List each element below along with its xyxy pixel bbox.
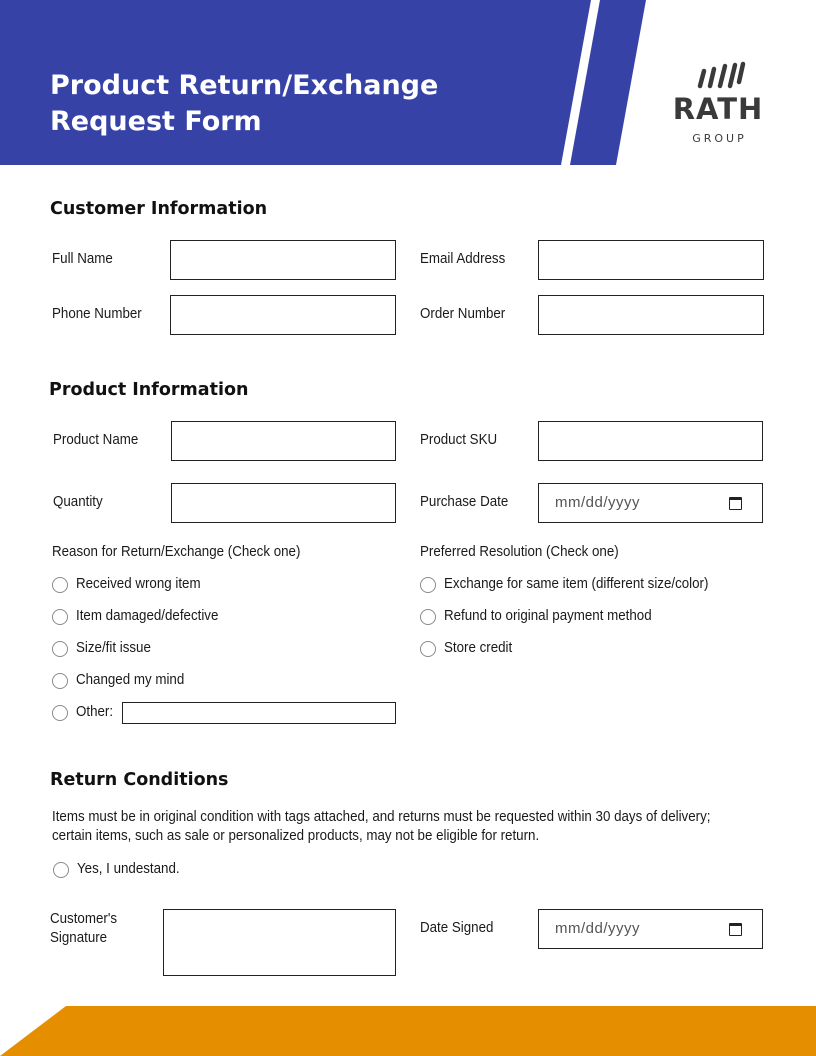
radio-button[interactable]	[52, 705, 68, 721]
signature-label-line2: Signature	[50, 930, 108, 946]
email-label: Email Address	[420, 251, 506, 267]
purchase-date-input[interactable]	[538, 483, 763, 523]
reason-option-label: Size/fit issue	[76, 640, 151, 656]
page-title	[50, 68, 510, 140]
signature-label	[50, 910, 117, 948]
product-name-label: Product Name	[53, 432, 139, 448]
date-signed-input[interactable]	[538, 909, 763, 949]
logo-subtitle: GROUP	[692, 132, 747, 145]
customer-section-title: Customer Information	[50, 199, 268, 219]
resolution-option-label: Store credit	[444, 640, 513, 656]
full-name-label: Full Name	[52, 251, 113, 267]
conditions-text	[52, 808, 770, 846]
product-sku-label: Product SKU	[420, 432, 498, 448]
page-title-line2: Request Form	[50, 106, 262, 137]
product-name-input[interactable]	[171, 421, 396, 461]
radio-button[interactable]	[52, 673, 68, 689]
order-number-input[interactable]	[538, 295, 764, 335]
signature-label-line1: Customer's	[50, 911, 118, 927]
product-sku-input[interactable]	[538, 421, 763, 461]
resolution-title: Preferred Resolution (Check one)	[420, 544, 619, 560]
signature-input[interactable]	[163, 909, 396, 976]
radio-button[interactable]	[420, 609, 436, 625]
product-section-title: Product Information	[49, 380, 249, 400]
calendar-icon[interactable]	[729, 923, 742, 936]
radio-button[interactable]	[420, 577, 436, 593]
phone-label: Phone Number	[52, 306, 142, 322]
conditions-text-line1: Items must be in original condition with tags attached, and returns must be requested within 30 days of delivery;	[52, 809, 711, 825]
radio-button[interactable]	[52, 609, 68, 625]
reason-option-label: Other:	[76, 704, 114, 720]
conditions-section-title: Return Conditions	[50, 770, 229, 790]
reason-title: Reason for Return/Exchange (Check one)	[52, 544, 301, 560]
resolution-option-label: Refund to original payment method	[444, 608, 652, 624]
acknowledge-label: Yes, I undestand.	[77, 861, 180, 877]
page-title-line1: Product Return/Exchange	[50, 70, 439, 101]
logo-wordmark: RATH	[672, 92, 764, 126]
radio-button[interactable]	[420, 641, 436, 657]
conditions-text-line2: certain items, such as sale or personalized products, may not be eligible for return.	[52, 828, 540, 844]
order-number-label: Order Number	[420, 306, 506, 322]
other-reason-input[interactable]	[122, 702, 396, 724]
radio-button[interactable]	[52, 641, 68, 657]
reason-option-label: Changed my mind	[76, 672, 185, 688]
quantity-label: Quantity	[53, 494, 103, 510]
reason-option-label: Received wrong item	[76, 576, 201, 592]
brand-stripes-icon	[668, 58, 768, 92]
resolution-option-label: Exchange for same item (different size/color)	[444, 576, 709, 592]
date-signed-placeholder: mm/dd/yyyy	[555, 920, 641, 937]
calendar-icon[interactable]	[729, 497, 742, 510]
email-input[interactable]	[538, 240, 764, 280]
full-name-input[interactable]	[170, 240, 396, 280]
reason-option-label: Item damaged/defective	[76, 608, 219, 624]
company-logo	[668, 58, 768, 150]
radio-button[interactable]	[52, 577, 68, 593]
radio-button[interactable]	[53, 862, 69, 878]
date-signed-label: Date Signed	[420, 920, 494, 936]
purchase-date-label: Purchase Date	[420, 494, 509, 510]
purchase-date-placeholder: mm/dd/yyyy	[555, 494, 641, 511]
phone-input[interactable]	[170, 295, 396, 335]
quantity-input[interactable]	[171, 483, 396, 523]
footer-banner	[0, 1006, 816, 1056]
